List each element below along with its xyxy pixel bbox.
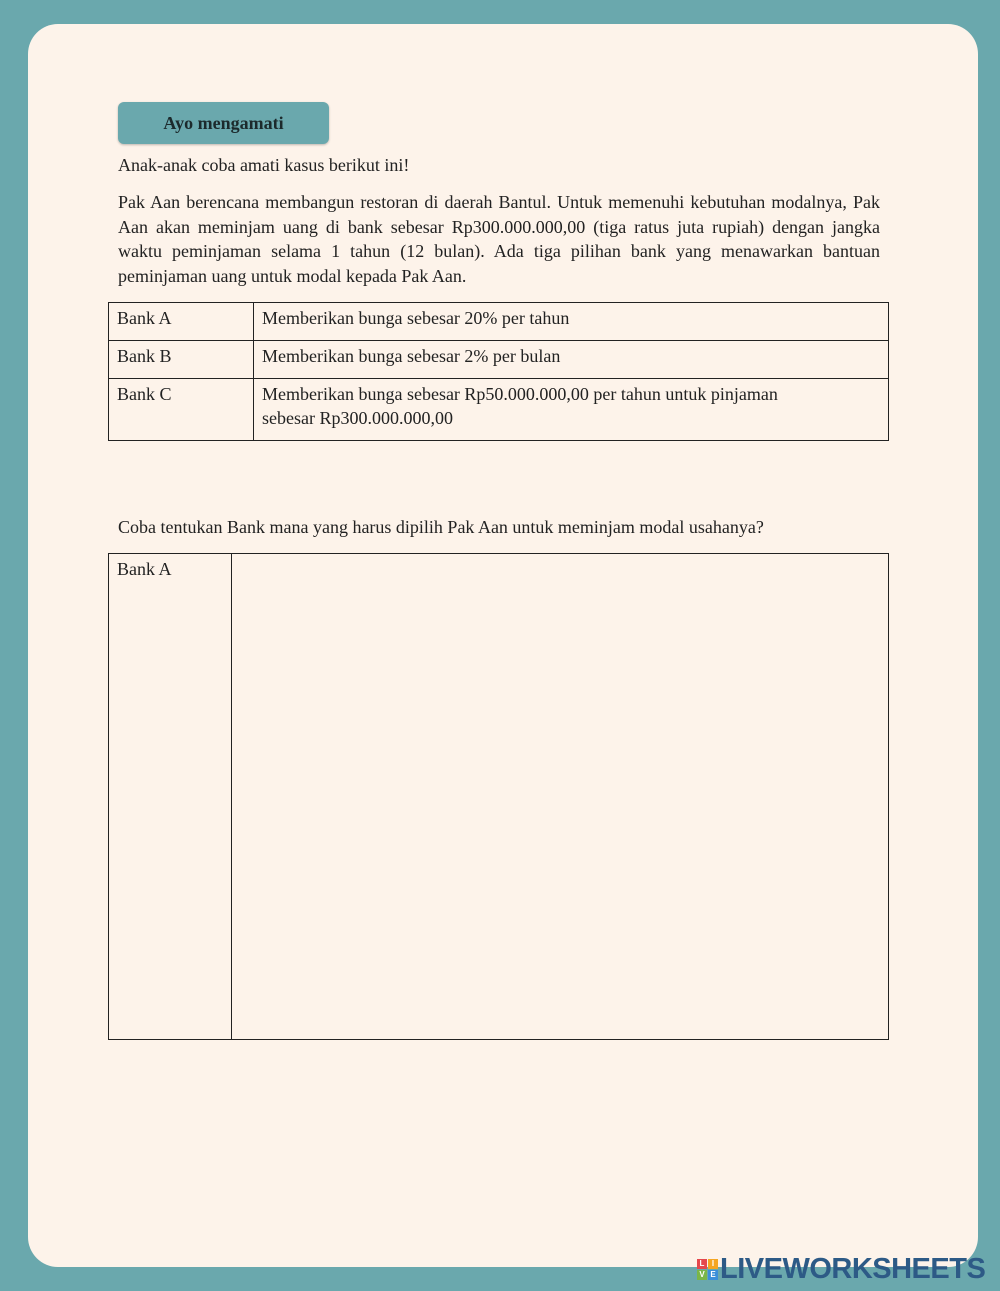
logo-text: LIVEWORKSHEETS — [720, 1253, 986, 1285]
bank-offers-table — [108, 302, 889, 441]
intro-text: Anak-anak coba amati kasus berikut ini! — [118, 155, 410, 175]
table-row — [109, 379, 889, 441]
bank-offer-cell: Memberikan bunga sebesar 2% per bulan — [254, 341, 889, 379]
bank-name-cell: Bank B — [109, 341, 254, 379]
logo-badge-letter: L — [697, 1259, 707, 1269]
table-row — [109, 303, 889, 341]
logo-badge-letter: E — [708, 1270, 718, 1280]
answer-input[interactable] — [240, 557, 880, 1035]
answer-bank-cell: Bank A — [109, 554, 232, 1040]
bank-offer-cell: Memberikan bunga sebesar 20% per tahun — [254, 303, 889, 341]
bank-name-cell: Bank C — [109, 379, 254, 441]
logo-badge-icon — [697, 1259, 718, 1280]
logo-badge-letter: I — [708, 1259, 718, 1269]
table-row — [109, 554, 889, 1040]
bank-offer-cell: Memberikan bunga sebesar Rp50.000.000,00 per tahun untuk pinjaman sebesar Rp300.000.000,00 — [254, 379, 889, 441]
logo-badge-letter: V — [697, 1270, 707, 1280]
bank-name-cell: Bank A — [109, 303, 254, 341]
section-label: Ayo mengamati — [118, 102, 329, 144]
story-paragraph: Pak Aan berencana membangun restoran di daerah Bantul. Untuk memenuhi kebutuhan modalnya, Pak Aan akan meminjam uang di bank sebesar Rp300.000.000,00 (tiga ratus juta rupiah) dengan jangka waktu peminjaman selama 1 tahun (12 bulan). Ada tiga pilihan bank yang menawarkan bantuan peminjaman uang untuk modal kepada Pak Aan. — [118, 192, 880, 286]
question-text: Coba tentukan Bank mana yang harus dipilih Pak Aan untuk meminjam modal usahanya? — [118, 517, 764, 537]
table-row — [109, 341, 889, 379]
answer-cell[interactable] — [232, 554, 889, 1040]
answer-table — [108, 553, 889, 1040]
liveworksheets-logo — [697, 1254, 985, 1284]
